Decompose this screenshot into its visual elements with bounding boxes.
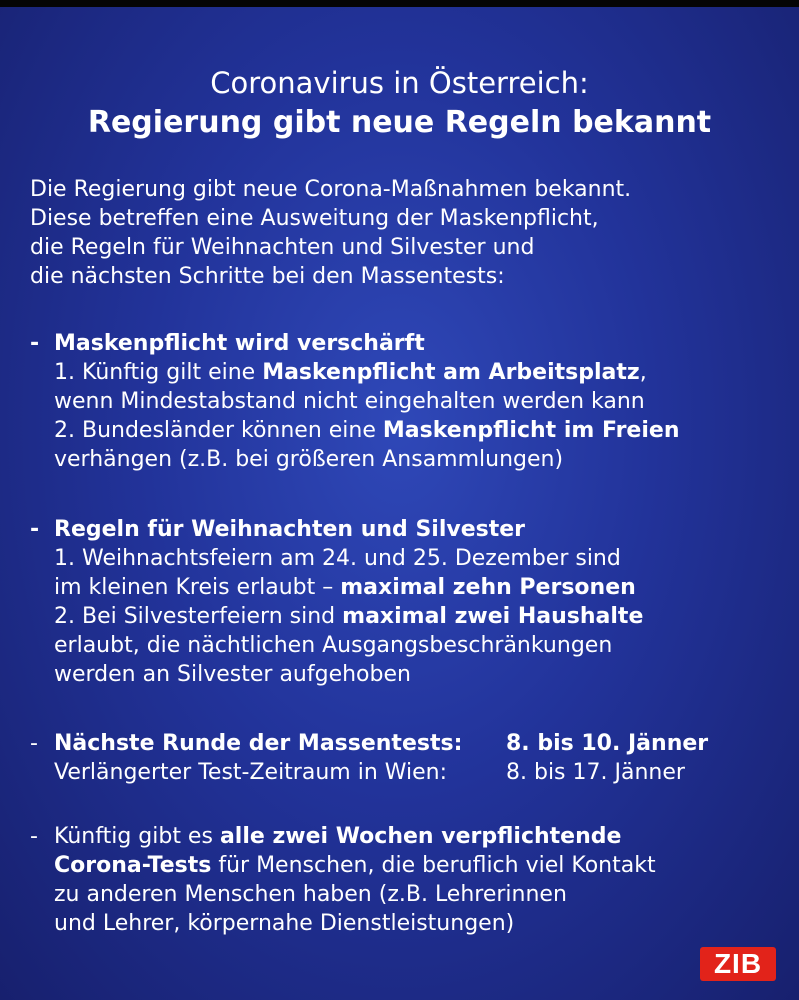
tests-date: 8. bis 10. Jänner [506,731,709,756]
section-holiday-rules [30,515,790,689]
section-line: im kleinen Kreis erlaubt – maximal zehn Personen [54,575,636,600]
section-line: und Lehrer, körpernahe Dienstleistungen) [54,911,515,936]
intro-line: Diese betreffen eine Ausweitung der Maskenpflicht, [30,206,599,231]
section-line: zu anderen Menschen haben (z.B. Lehrerinnen [54,882,567,907]
bullet-dash: - [30,731,38,756]
section-line: verhängen (z.B. bei größeren Ansammlungen) [54,447,564,472]
headline [0,63,799,143]
bullet-dash: - [30,824,38,849]
section-mass-tests [30,729,790,787]
section-line: 2. Bundesländer können eine Maskenpflicht im Freien [54,418,680,443]
headline-line-2: Regierung gibt neue Regeln bekannt [87,105,712,140]
section-line: Künftig gibt es alle zwei Wochen verpflichtende [54,824,622,849]
tests-date: 8. bis 17. Jänner [506,760,685,785]
zib-logo: ZIB [700,947,776,981]
section-line: wenn Mindestabstand nicht eingehalten werden kann [54,389,645,414]
intro-paragraph [30,175,780,291]
section-line: werden an Silvester aufgehoben [54,662,411,687]
intro-line: die nächsten Schritte bei den Massentests: [30,264,505,289]
intro-line: die Regeln für Weihnachten und Silvester und [30,235,535,260]
section-line: Corona-Tests für Menschen, die beruflich viel Kontakt [54,853,656,878]
section-line: 1. Weihnachtsfeiern am 24. und 25. Dezember sind [54,546,621,571]
headline-line-1: Coronavirus in Österreich: [210,66,589,100]
section-heading: Regeln für Weihnachten und Silvester [54,517,526,542]
section-heading: Maskenpflicht wird verschärft [54,331,425,356]
bullet-dash: - [30,331,40,356]
bullet-dash: - [30,517,40,542]
intro-line: Die Regierung gibt neue Corona-Maßnahmen bekannt. [30,177,632,202]
tests-label: Nächste Runde der Massentests: [54,731,463,756]
section-line: 2. Bei Silvesterfeiern sind maximal zwei Haushalte [54,604,644,629]
tests-label: Verlängerter Test-Zeitraum in Wien: [54,760,448,785]
section-line: 1. Künftig gilt eine Maskenpflicht am Arbeitsplatz, [54,360,647,385]
section-line: erlaubt, die nächtlichen Ausgangsbeschränkungen [54,633,613,658]
section-mask-rules [30,329,790,474]
section-mandatory-tests [30,822,790,938]
